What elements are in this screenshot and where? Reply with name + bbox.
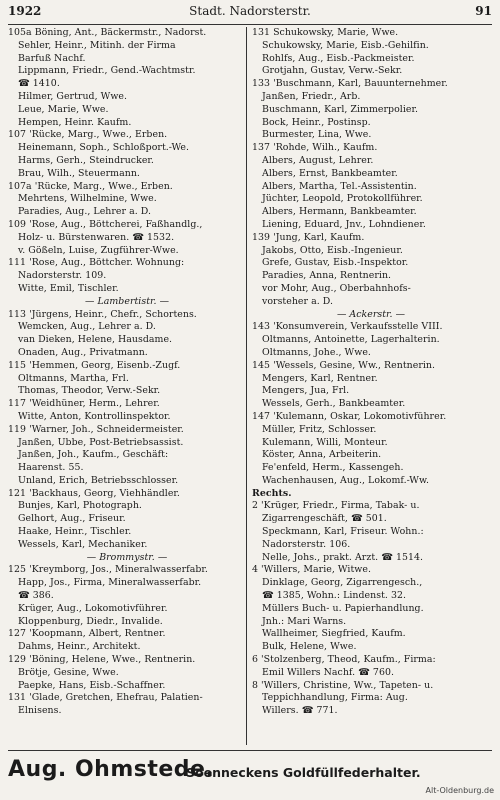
directory-line: Müllers Buch- u. Papierhandlung. [262,602,424,614]
directory-line: Sehler, Heinr., Mitinh. der Firma [18,39,176,51]
directory-line: 129 'Böning, Helene, Wwe., Rentnerin. [8,654,196,666]
directory-line: Grotjahn, Gustav, Verw.-Sekr. [262,65,403,77]
directory-line: Rohlfs, Aug., Eisb.-Packmeister. [262,52,415,64]
directory-line: Brötje, Gesine, Wwe. [18,666,119,678]
advertisement-text: Soenneckens Goldfüllfederhalter. [186,765,421,780]
directory-line: 111 'Rose, Aug., Böttcher. Wohnung: [8,257,185,269]
directory-line: Wessels, Karl, Mechaniker. [18,538,148,550]
directory-line: Thomas, Theodor, Verw.-Sekr. [18,385,161,397]
directory-line: Wemcken, Aug., Lehrer a. D. [18,321,156,333]
directory-line: Harms, Gerh., Steindrucker. [18,154,154,166]
directory-line: 131 Schukowsky, Marie, Wwe. [252,27,399,38]
directory-line: 2 'Krüger, Friedr., Firma, Tabak- u. [252,500,420,512]
directory-line: Willers. ☎ 771. [262,705,338,717]
directory-line: 147 'Kulemann, Oskar, Lokomotivführer. [252,410,447,422]
directory-line: Krüger, Aug., Lokomotivführer. [18,602,168,614]
directory-line: Paradies, Aug., Lehrer a. D. [18,206,152,218]
directory-line: Gelhort, Aug., Friseur. [18,513,126,525]
directory-line: Jüchter, Leopold, Protokollführer. [262,193,423,205]
directory-line: 143 'Konsumverein, Verkaufsstelle VIII. [252,321,443,333]
directory-line: v. Gößeln, Luise, Zugführer-Wwe. [18,244,179,256]
directory-line: 115 'Hemmen, Georg, Eisenb.-Zugf. [8,359,181,371]
directory-line: Liening, Eduard, Jnv., Lohndiener. [262,218,426,230]
directory-line: — Brommystr. — [86,551,168,563]
directory-line: Schukowsky, Marie, Eisb.-Gehilfin. [262,39,429,51]
directory-line: Zigarrengeschäft, ☎ 501. [262,513,387,525]
directory-line: Witte, Anton, Kontrollinspektor. [18,410,171,422]
directory-line: vor Mohr, Aug., Oberbahnhofs- [262,282,411,294]
directory-line: Albers, Ernst, Bankbeamter. [262,167,398,179]
directory-line: Bock, Heinr., Postinsp. [262,116,371,128]
directory-line: 8 'Willers, Christine, Ww., Tapeten- u. [252,679,434,691]
directory-line: Nadorsterstr. 106. [262,538,351,550]
column-divider [246,27,247,745]
directory-line: Burmester, Lina, Wwe. [262,129,372,141]
directory-line: 121 'Backhaus, Georg, Viehhändler. [8,487,180,499]
directory-line: 125 'Kreymborg, Jos., Mineralwasserfabr. [8,564,208,576]
directory-line: Kloppenburg, Diedr., Invalide. [18,615,163,627]
directory-line: Paradies, Anna, Rentnerin. [262,270,392,282]
right-column [252,27,490,745]
directory-line: Grefe, Gustav, Eisb.-Inspektor. [262,257,409,269]
directory-line: Dahms, Heinr., Architekt. [18,641,141,653]
directory-line: 119 'Warner, Joh., Schneidermeister. [8,423,184,435]
directory-line: Albers, August, Lehrer. [262,154,374,166]
directory-line: 4 'Willers, Marie, Witwe. [252,564,372,576]
left-column [8,27,246,745]
directory-line: ☎ 386. [18,590,54,602]
directory-line: van Dieken, Helene, Hausdame. [18,334,173,346]
directory-line: 127 'Koopmann, Albert, Rentner. [8,628,166,640]
directory-line: Oltmanns, Johe., Wwe. [262,346,371,358]
directory-line: Oltmanns, Martha, Frl. [18,372,129,384]
directory-line: Nelle, Johs., prakt. Arzt. ☎ 1514. [262,551,424,563]
directory-line: Happ, Jos., Firma, Mineralwasserfabr. [18,577,202,589]
directory-line: 117 'Weidhüner, Herm., Lehrer. [8,398,160,410]
directory-line: ☎ 1410. [18,78,60,90]
directory-line: 109 'Rose, Aug., Böttcherei, Faßhandlg., [8,218,203,230]
directory-line: 139 'Jung, Karl, Kaufm. [252,231,365,243]
directory-line: Teppichhandlung, Firma: Aug. [262,692,408,704]
directory-line: Oltmanns, Antoinette, Lagerhalterin. [262,334,440,346]
directory-line: Lippmann, Friedr., Gend.-Wachtmstr. [18,65,196,77]
header-divider [8,24,492,25]
directory-line: Bulk, Helene, Wwe. [262,641,357,653]
directory-line: Wallheimer, Siegfried, Kaufm. [262,628,406,640]
directory-line: 107 'Rücke, Marg., Wwe., Erben. [8,129,168,141]
directory-line: Bunjes, Karl, Photograph. [18,500,142,512]
directory-line: 137 'Rohde, Wilh., Kaufm. [252,142,378,154]
directory-line: Buschmann, Karl, Zimmerpolier. [262,103,419,115]
directory-line: Rechts. [252,487,292,499]
directory-line: Fe'enfeld, Herm., Kassengeh. [262,462,404,474]
directory-line: Speckmann, Karl, Friseur. Wohn.: [262,526,424,538]
directory-line: Hempen, Heinr. Kaufm. [18,116,132,128]
directory-line: Haake, Heinr., Tischler. [18,526,132,538]
advertiser-name: Aug. Ohmstede. [8,757,215,782]
directory-line: Nadorsterstr. 109. [18,270,107,282]
street-title: Stadt. Nadorsterstr. [189,4,311,18]
directory-line: Barfuß Nachf. [18,52,86,64]
directory-line: ☎ 1385, Wohn.: Lindenst. 32. [262,590,407,602]
directory-line: Witte, Emil, Tischler. [18,282,119,294]
directory-line: vorsteher a. D. [262,295,334,307]
directory-line: Janßen, Ubbe, Post-Betriebsassist. [18,436,184,448]
directory-line: — Lambertistr. — [84,295,170,307]
directory-line: — Ackerstr. — [336,308,406,320]
directory-line: Wachenhausen, Aug., Lokomf.-Ww. [262,474,429,486]
watermark: Alt-Oldenburg.de [425,786,494,795]
directory-line: Brau, Wilh., Steuermann. [18,167,140,179]
directory-line: 133 'Buschmann, Karl, Bauunternehmer. [252,78,448,90]
directory-line: Kulemann, Willi, Monteur. [262,436,388,448]
directory-line: Mehrtens, Wilhelmine, Wwe. [18,193,157,205]
directory-line: Heinemann, Soph., Schloßport.-We. [18,142,190,154]
directory-line: Dinklage, Georg, Zigarrengesch., [262,577,423,589]
footer-divider [8,750,492,751]
directory-line: Müller, Fritz, Schlosser. [262,423,377,435]
year-label: 1922 [8,4,42,18]
directory-line: Elnisens. [18,705,62,717]
directory-line: Janßen, Friedr., Arb. [262,90,361,102]
directory-line: Jnh.: Mari Warns. [262,615,347,627]
directory-line: Mengers, Karl, Rentner. [262,372,378,384]
directory-line: Köster, Anna, Arbeiterin. [262,449,382,461]
directory-line: Unland, Erich, Betriebsschlosser. [18,474,179,486]
directory-line: Albers, Hermann, Bankbeamter. [262,206,417,218]
directory-line: Janßen, Joh., Kaufm., Geschäft: [18,449,169,461]
directory-line: 107a 'Rücke, Marg., Wwe., Erben. [8,180,173,192]
page-number: 91 [475,4,492,18]
directory-line: Wessels, Gerh., Bankbeamter. [262,398,406,410]
directory-line: 105a Böning, Ant., Bäckermstr., Nadorst. [8,27,207,38]
page-header [8,4,492,24]
directory-line: Leue, Marie, Wwe. [18,103,109,115]
directory-line: Paepke, Hans, Eisb.-Schaffner. [18,679,166,691]
directory-line: 6 'Stolzenberg, Theod, Kaufm., Firma: [252,654,436,666]
directory-line: 113 'Jürgens, Heinr., Chefr., Schortens. [8,308,197,320]
directory-line: Haarenst. 55. [18,462,84,474]
directory-line: Holz- u. Bürstenwaren. ☎ 1532. [18,231,175,243]
footer-advertisement [8,755,492,789]
directory-line: 131 'Glade, Gretchen, Ehefrau, Palatien- [8,692,203,704]
directory-line: Hilmer, Gertrud, Wwe. [18,90,128,102]
directory-line: Emil Willers Nachf. ☎ 760. [262,666,395,678]
directory-line: Jakobs, Otto, Eisb.-Ingenieur. [262,244,403,256]
directory-line: Mengers, Jua, Frl. [262,385,350,397]
directory-line: 145 'Wessels, Gesine, Ww., Rentnerin. [252,359,436,371]
directory-line: Onaden, Aug., Privatmann. [18,346,148,358]
directory-line: Albers, Martha, Tel.-Assistentin. [262,180,417,192]
